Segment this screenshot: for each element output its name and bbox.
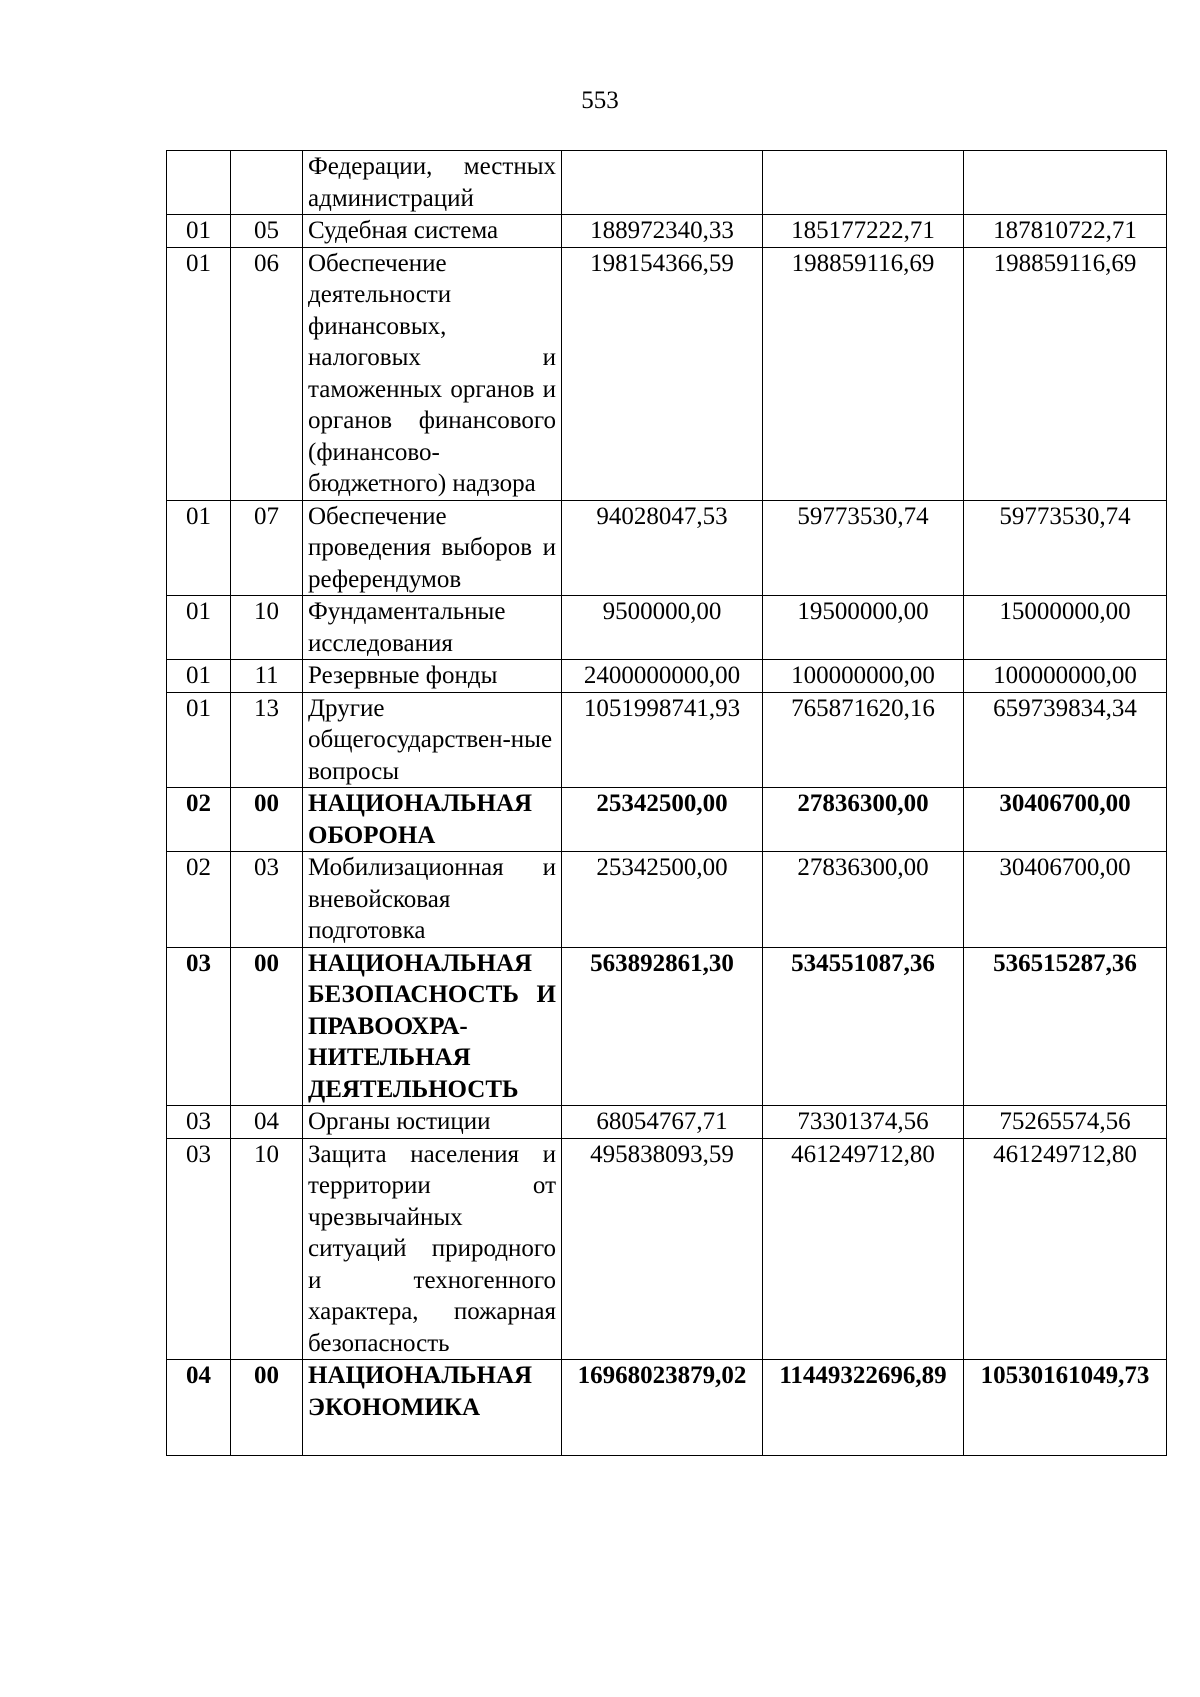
amount-year-3: 10530161049,73	[964, 1360, 1167, 1456]
section-code: 01	[167, 692, 231, 788]
amount-year-2	[763, 151, 964, 215]
amount-year-3: 187810722,71	[964, 215, 1167, 248]
table-row	[167, 151, 1167, 215]
table-row	[167, 852, 1167, 948]
subsection-code: 04	[231, 1106, 303, 1139]
table-row	[167, 1138, 1167, 1360]
item-name: Обеспечение проведения выборов и референдумов	[303, 500, 562, 596]
section-code: 01	[167, 500, 231, 596]
budget-table	[166, 150, 1167, 1456]
amount-year-2: 73301374,56	[763, 1106, 964, 1139]
item-name: Другие общегосударствен-ные вопросы	[303, 692, 562, 788]
section-code	[167, 151, 231, 215]
amount-year-1: 495838093,59	[562, 1138, 763, 1360]
section-code: 01	[167, 660, 231, 693]
amount-year-3: 59773530,74	[964, 500, 1167, 596]
amount-year-1: 68054767,71	[562, 1106, 763, 1139]
subsection-code: 05	[231, 215, 303, 248]
table-row-section-total	[167, 1360, 1167, 1456]
section-code: 03	[167, 947, 231, 1106]
section-code: 02	[167, 852, 231, 948]
amount-year-1: 188972340,33	[562, 215, 763, 248]
subsection-code: 13	[231, 692, 303, 788]
amount-year-3: 75265574,56	[964, 1106, 1167, 1139]
amount-year-1: 9500000,00	[562, 596, 763, 660]
amount-year-2: 100000000,00	[763, 660, 964, 693]
subsection-code	[231, 151, 303, 215]
table-row	[167, 596, 1167, 660]
amount-year-3: 100000000,00	[964, 660, 1167, 693]
amount-year-2: 461249712,80	[763, 1138, 964, 1360]
budget-table-body	[167, 151, 1167, 1456]
table-row-section-total	[167, 947, 1167, 1106]
section-code: 04	[167, 1360, 231, 1456]
amount-year-3: 198859116,69	[964, 247, 1167, 500]
amount-year-2: 27836300,00	[763, 788, 964, 852]
table-row	[167, 660, 1167, 693]
amount-year-2: 198859116,69	[763, 247, 964, 500]
item-name: Мобилизационная и вневойсковая подготовка	[303, 852, 562, 948]
amount-year-1: 198154366,59	[562, 247, 763, 500]
item-name: Фундаментальные исследования	[303, 596, 562, 660]
subsection-code: 03	[231, 852, 303, 948]
amount-year-1: 94028047,53	[562, 500, 763, 596]
item-name: НАЦИОНАЛЬНАЯ ОБОРОНА	[303, 788, 562, 852]
item-name: Органы юстиции	[303, 1106, 562, 1139]
section-code: 03	[167, 1138, 231, 1360]
section-code: 01	[167, 247, 231, 500]
amount-year-3	[964, 151, 1167, 215]
table-row	[167, 692, 1167, 788]
section-code: 01	[167, 596, 231, 660]
subsection-code: 00	[231, 788, 303, 852]
amount-year-3: 659739834,34	[964, 692, 1167, 788]
amount-year-2: 27836300,00	[763, 852, 964, 948]
amount-year-3: 461249712,80	[964, 1138, 1167, 1360]
item-name: НАЦИОНАЛЬНАЯ ЭКОНОМИКА	[303, 1360, 562, 1456]
section-code: 03	[167, 1106, 231, 1139]
amount-year-3: 536515287,36	[964, 947, 1167, 1106]
table-row	[167, 215, 1167, 248]
subsection-code: 06	[231, 247, 303, 500]
amount-year-2: 765871620,16	[763, 692, 964, 788]
amount-year-1: 563892861,30	[562, 947, 763, 1106]
amount-year-2: 59773530,74	[763, 500, 964, 596]
amount-year-3: 30406700,00	[964, 852, 1167, 948]
section-code: 02	[167, 788, 231, 852]
subsection-code: 07	[231, 500, 303, 596]
subsection-code: 11	[231, 660, 303, 693]
section-code: 01	[167, 215, 231, 248]
amount-year-1: 25342500,00	[562, 788, 763, 852]
subsection-code: 10	[231, 1138, 303, 1360]
subsection-code: 00	[231, 1360, 303, 1456]
item-name: Судебная система	[303, 215, 562, 248]
amount-year-1: 2400000000,00	[562, 660, 763, 693]
item-name: НАЦИОНАЛЬНАЯ БЕЗОПАСНОСТЬ И ПРАВООХРА-НИТЕЛЬНАЯ ДЕЯТЕЛЬНОСТЬ	[303, 947, 562, 1106]
amount-year-3: 15000000,00	[964, 596, 1167, 660]
table-row	[167, 247, 1167, 500]
amount-year-1: 16968023879,02	[562, 1360, 763, 1456]
item-name: Обеспечение деятельности финансовых, налоговых и таможенных органов и органов финансового (финансово-бюджетного) надзора	[303, 247, 562, 500]
amount-year-2: 185177222,71	[763, 215, 964, 248]
item-name: Защита населения и территории от чрезвычайных ситуаций природного и техногенного характера, пожарная безопасность	[303, 1138, 562, 1360]
amount-year-3: 30406700,00	[964, 788, 1167, 852]
table-row	[167, 1106, 1167, 1139]
item-name: Федерации, местных администраций	[303, 151, 562, 215]
amount-year-1: 25342500,00	[562, 852, 763, 948]
amount-year-2: 11449322696,89	[763, 1360, 964, 1456]
amount-year-1	[562, 151, 763, 215]
table-row-section-total	[167, 788, 1167, 852]
item-name: Резервные фонды	[303, 660, 562, 693]
page-number: 553	[581, 87, 619, 114]
amount-year-1: 1051998741,93	[562, 692, 763, 788]
table-row	[167, 500, 1167, 596]
amount-year-2: 534551087,36	[763, 947, 964, 1106]
subsection-code: 00	[231, 947, 303, 1106]
subsection-code: 10	[231, 596, 303, 660]
amount-year-2: 19500000,00	[763, 596, 964, 660]
